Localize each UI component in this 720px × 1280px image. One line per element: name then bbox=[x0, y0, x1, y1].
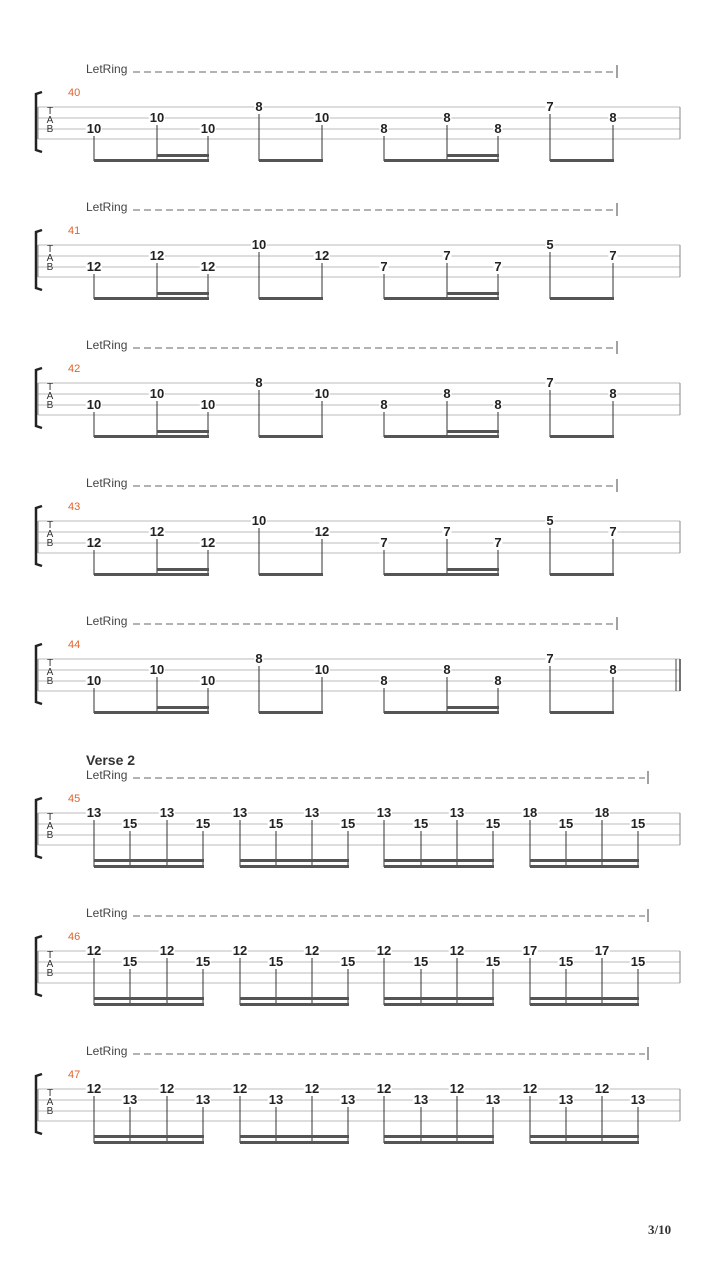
fret-number: 5 bbox=[546, 513, 554, 528]
tab-system bbox=[0, 476, 720, 622]
section-label: Verse 2 bbox=[86, 752, 136, 768]
system-bracket bbox=[36, 798, 42, 858]
note-beam-secondary bbox=[240, 859, 349, 862]
tab-clef-letter: T bbox=[46, 382, 54, 393]
fret-number: 8 bbox=[255, 99, 263, 114]
fret-number: 13 bbox=[122, 1092, 138, 1107]
fret-number: 13 bbox=[232, 805, 248, 820]
tab-clef-letter: T bbox=[46, 1088, 54, 1099]
note-beam bbox=[94, 159, 209, 162]
note-beam bbox=[259, 435, 323, 438]
fret-number: 5 bbox=[546, 237, 554, 252]
fret-number: 18 bbox=[594, 805, 610, 820]
note-beam bbox=[384, 435, 499, 438]
note-beam bbox=[94, 711, 209, 714]
tab-staff bbox=[0, 914, 720, 1052]
fret-number: 10 bbox=[86, 673, 102, 688]
fret-number: 8 bbox=[380, 397, 388, 412]
fret-number: 12 bbox=[304, 1081, 320, 1096]
tab-clef-letter: T bbox=[46, 106, 54, 117]
tab-system bbox=[0, 752, 720, 914]
tab-clef bbox=[44, 521, 56, 548]
let-ring-label: LetRing bbox=[86, 614, 128, 628]
fret-number: 7 bbox=[380, 535, 388, 550]
system-bracket bbox=[36, 1074, 42, 1134]
fret-number: 10 bbox=[200, 397, 216, 412]
note-beam-secondary bbox=[447, 292, 499, 295]
note-beam bbox=[550, 297, 614, 300]
fret-number: 8 bbox=[380, 673, 388, 688]
note-beam bbox=[550, 573, 614, 576]
fret-number: 13 bbox=[195, 1092, 211, 1107]
fret-number: 7 bbox=[380, 259, 388, 274]
system-bracket bbox=[36, 644, 42, 704]
fret-number: 10 bbox=[200, 121, 216, 136]
note-beam-secondary bbox=[384, 859, 494, 862]
note-beam bbox=[240, 865, 349, 868]
tab-clef-letter: A bbox=[46, 253, 54, 264]
fret-number: 10 bbox=[314, 386, 330, 401]
tab-clef-letter: B bbox=[46, 124, 54, 135]
fret-number: 10 bbox=[86, 121, 102, 136]
tab-clef-letter: T bbox=[46, 812, 54, 823]
fret-number: 12 bbox=[376, 943, 392, 958]
fret-number: 8 bbox=[494, 397, 502, 412]
note-beam bbox=[384, 159, 499, 162]
fret-number: 15 bbox=[413, 816, 429, 831]
tab-system bbox=[0, 338, 720, 484]
tab-clef bbox=[44, 813, 56, 840]
system-bracket bbox=[36, 368, 42, 428]
fret-number: 12 bbox=[149, 524, 165, 539]
note-beam-secondary bbox=[94, 859, 204, 862]
tab-system bbox=[0, 906, 720, 1052]
fret-number: 13 bbox=[413, 1092, 429, 1107]
note-beam-secondary bbox=[240, 997, 349, 1000]
note-beam-secondary bbox=[94, 997, 204, 1000]
let-ring-label: LetRing bbox=[86, 768, 128, 782]
note-beam-secondary bbox=[530, 1135, 639, 1138]
fret-number: 8 bbox=[443, 662, 451, 677]
measure-number: 43 bbox=[68, 501, 81, 513]
note-beam bbox=[550, 435, 614, 438]
fret-number: 15 bbox=[485, 816, 501, 831]
note-beam bbox=[550, 711, 614, 714]
fret-number: 13 bbox=[268, 1092, 284, 1107]
note-beam bbox=[240, 1003, 349, 1006]
fret-number: 7 bbox=[546, 375, 554, 390]
fret-number: 12 bbox=[86, 259, 102, 274]
tab-clef-letter: A bbox=[46, 115, 54, 126]
let-ring-label: LetRing bbox=[86, 338, 128, 352]
tab-system bbox=[0, 200, 720, 346]
fret-number: 8 bbox=[380, 121, 388, 136]
fret-number: 10 bbox=[149, 662, 165, 677]
tab-clef bbox=[44, 245, 56, 272]
tab-clef bbox=[44, 383, 56, 410]
fret-number: 7 bbox=[609, 248, 617, 263]
tab-clef-letter: A bbox=[46, 529, 54, 540]
tab-clef-letter: T bbox=[46, 520, 54, 531]
fret-number: 15 bbox=[195, 954, 211, 969]
measure-number: 47 bbox=[68, 1069, 81, 1081]
fret-number: 15 bbox=[558, 816, 574, 831]
fret-number: 15 bbox=[485, 954, 501, 969]
measure-number: 46 bbox=[68, 931, 81, 943]
fret-number: 15 bbox=[195, 816, 211, 831]
note-beam bbox=[530, 1141, 639, 1144]
fret-number: 18 bbox=[522, 805, 538, 820]
note-beam bbox=[384, 573, 499, 576]
fret-number: 15 bbox=[340, 816, 356, 831]
note-beam-secondary bbox=[530, 997, 639, 1000]
fret-number: 17 bbox=[522, 943, 538, 958]
measure-number: 44 bbox=[68, 639, 81, 651]
fret-number: 8 bbox=[443, 386, 451, 401]
note-beam-secondary bbox=[157, 568, 209, 571]
fret-number: 13 bbox=[630, 1092, 646, 1107]
fret-number: 8 bbox=[609, 386, 617, 401]
fret-number: 7 bbox=[609, 524, 617, 539]
tab-system bbox=[0, 62, 720, 208]
note-beam-secondary bbox=[157, 706, 209, 709]
system-bracket bbox=[36, 230, 42, 290]
tab-staff bbox=[0, 1052, 720, 1190]
fret-number: 7 bbox=[443, 524, 451, 539]
tab-clef bbox=[44, 107, 56, 134]
fret-number: 15 bbox=[122, 954, 138, 969]
note-beam bbox=[384, 711, 499, 714]
fret-number: 10 bbox=[314, 110, 330, 125]
fret-number: 8 bbox=[494, 121, 502, 136]
note-beam-secondary bbox=[447, 706, 499, 709]
note-beam bbox=[259, 297, 323, 300]
tab-staff bbox=[0, 70, 720, 208]
fret-number: 12 bbox=[200, 535, 216, 550]
tab-staff bbox=[0, 208, 720, 346]
tab-staff bbox=[0, 776, 720, 914]
fret-number: 12 bbox=[449, 1081, 465, 1096]
note-beam-secondary bbox=[530, 859, 639, 862]
note-beam bbox=[94, 435, 209, 438]
fret-number: 8 bbox=[255, 375, 263, 390]
fret-number: 12 bbox=[449, 943, 465, 958]
fret-number: 8 bbox=[609, 662, 617, 677]
tab-clef-letter: B bbox=[46, 830, 54, 841]
fret-number: 12 bbox=[149, 248, 165, 263]
fret-number: 8 bbox=[255, 651, 263, 666]
measure-number: 45 bbox=[68, 793, 81, 805]
tab-system bbox=[0, 614, 720, 760]
note-beam bbox=[259, 711, 323, 714]
fret-number: 15 bbox=[340, 954, 356, 969]
note-beam bbox=[94, 1141, 204, 1144]
fret-number: 12 bbox=[200, 259, 216, 274]
fret-number: 7 bbox=[494, 535, 502, 550]
note-beam bbox=[94, 573, 209, 576]
note-beam-secondary bbox=[157, 430, 209, 433]
note-beam bbox=[259, 159, 323, 162]
fret-number: 13 bbox=[558, 1092, 574, 1107]
tab-clef-letter: T bbox=[46, 950, 54, 961]
let-ring-label: LetRing bbox=[86, 200, 128, 214]
fret-number: 13 bbox=[449, 805, 465, 820]
tab-clef-letter: A bbox=[46, 1097, 54, 1108]
system-bracket bbox=[36, 92, 42, 152]
system-bracket bbox=[36, 936, 42, 996]
tab-clef-letter: A bbox=[46, 959, 54, 970]
fret-number: 7 bbox=[546, 651, 554, 666]
fret-number: 8 bbox=[494, 673, 502, 688]
fret-number: 15 bbox=[630, 816, 646, 831]
tab-clef-letter: B bbox=[46, 968, 54, 979]
fret-number: 12 bbox=[86, 1081, 102, 1096]
note-beam bbox=[384, 1141, 494, 1144]
let-ring-label: LetRing bbox=[86, 906, 128, 920]
fret-number: 10 bbox=[200, 673, 216, 688]
note-beam-secondary bbox=[94, 1135, 204, 1138]
fret-number: 12 bbox=[159, 1081, 175, 1096]
tab-clef bbox=[44, 659, 56, 686]
measure-number: 42 bbox=[68, 363, 81, 375]
note-beam-secondary bbox=[157, 292, 209, 295]
tab-clef-letter: T bbox=[46, 658, 54, 669]
fret-number: 10 bbox=[86, 397, 102, 412]
let-ring-label: LetRing bbox=[86, 476, 128, 490]
fret-number: 7 bbox=[443, 248, 451, 263]
note-beam-secondary bbox=[240, 1135, 349, 1138]
fret-number: 13 bbox=[376, 805, 392, 820]
tab-clef-letter: A bbox=[46, 667, 54, 678]
fret-number: 12 bbox=[232, 943, 248, 958]
tab-clef-letter: B bbox=[46, 262, 54, 273]
fret-number: 7 bbox=[546, 99, 554, 114]
note-beam bbox=[530, 1003, 639, 1006]
fret-number: 10 bbox=[149, 110, 165, 125]
let-ring-label: LetRing bbox=[86, 1044, 128, 1058]
tab-clef bbox=[44, 1089, 56, 1116]
note-beam bbox=[259, 573, 323, 576]
fret-number: 15 bbox=[558, 954, 574, 969]
tab-clef-letter: A bbox=[46, 391, 54, 402]
fret-number: 12 bbox=[232, 1081, 248, 1096]
fret-number: 13 bbox=[86, 805, 102, 820]
fret-number: 13 bbox=[304, 805, 320, 820]
fret-number: 15 bbox=[268, 816, 284, 831]
fret-number: 12 bbox=[86, 535, 102, 550]
fret-number: 10 bbox=[251, 237, 267, 252]
note-beam bbox=[94, 865, 204, 868]
fret-number: 10 bbox=[314, 662, 330, 677]
note-beam bbox=[384, 297, 499, 300]
tab-staff bbox=[0, 622, 720, 760]
fret-number: 17 bbox=[594, 943, 610, 958]
fret-number: 15 bbox=[630, 954, 646, 969]
fret-number: 12 bbox=[159, 943, 175, 958]
fret-number: 12 bbox=[314, 524, 330, 539]
fret-number: 10 bbox=[251, 513, 267, 528]
note-beam bbox=[550, 159, 614, 162]
fret-number: 15 bbox=[413, 954, 429, 969]
tab-clef-letter: B bbox=[46, 538, 54, 549]
note-beam-secondary bbox=[447, 154, 499, 157]
let-ring-label: LetRing bbox=[86, 62, 128, 76]
fret-number: 15 bbox=[268, 954, 284, 969]
tab-clef bbox=[44, 951, 56, 978]
fret-number: 12 bbox=[304, 943, 320, 958]
note-beam-secondary bbox=[447, 568, 499, 571]
note-beam bbox=[384, 865, 494, 868]
page-number: 3/10 bbox=[648, 1222, 672, 1237]
fret-number: 10 bbox=[149, 386, 165, 401]
tab-staff bbox=[0, 484, 720, 622]
measure-number: 41 bbox=[68, 225, 81, 237]
tab-clef-letter: B bbox=[46, 1106, 54, 1117]
fret-number: 8 bbox=[443, 110, 451, 125]
tab-clef-letter: B bbox=[46, 676, 54, 687]
tab-clef-letter: B bbox=[46, 400, 54, 411]
tab-system bbox=[0, 1044, 720, 1190]
tab-clef-letter: A bbox=[46, 821, 54, 832]
fret-number: 12 bbox=[594, 1081, 610, 1096]
note-beam-secondary bbox=[447, 430, 499, 433]
note-beam bbox=[530, 865, 639, 868]
note-beam bbox=[94, 1003, 204, 1006]
fret-number: 12 bbox=[376, 1081, 392, 1096]
fret-number: 12 bbox=[86, 943, 102, 958]
fret-number: 15 bbox=[122, 816, 138, 831]
fret-number: 13 bbox=[159, 805, 175, 820]
fret-number: 8 bbox=[609, 110, 617, 125]
fret-number: 13 bbox=[340, 1092, 356, 1107]
fret-number: 12 bbox=[522, 1081, 538, 1096]
fret-number: 7 bbox=[494, 259, 502, 274]
note-beam-secondary bbox=[384, 1135, 494, 1138]
fret-number: 13 bbox=[485, 1092, 501, 1107]
note-beam bbox=[240, 1141, 349, 1144]
note-beam-secondary bbox=[157, 154, 209, 157]
note-beam bbox=[94, 297, 209, 300]
fret-number: 12 bbox=[314, 248, 330, 263]
note-beam bbox=[384, 1003, 494, 1006]
tab-clef-letter: T bbox=[46, 244, 54, 255]
system-bracket bbox=[36, 506, 42, 566]
tab-staff bbox=[0, 346, 720, 484]
measure-number: 40 bbox=[68, 87, 81, 99]
note-beam-secondary bbox=[384, 997, 494, 1000]
